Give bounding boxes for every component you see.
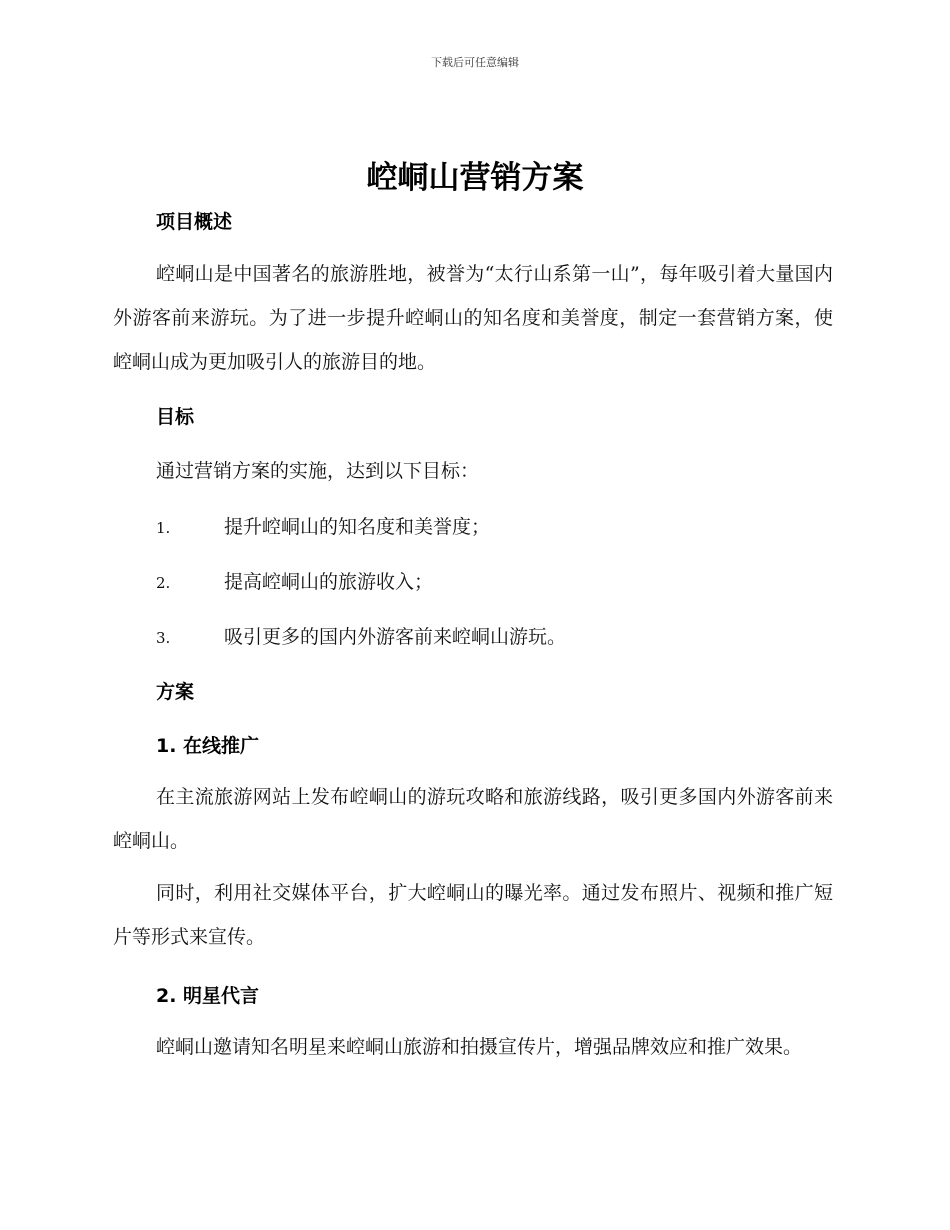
list-item [156, 567, 433, 594]
section-heading-goals: 目标 [156, 406, 195, 428]
list-number: 2. [156, 574, 171, 592]
header-note: 下载后可任意编辑 [431, 56, 519, 69]
goals-intro: 通过营销方案的实施，达到以下目标： [156, 460, 480, 482]
subheading-online-promotion: 1. 在线推广 [156, 735, 260, 757]
list-text: 提升崆峒山的知名度和美誉度； [224, 516, 491, 538]
overview-paragraph: 崆峒山是中国著名的旅游胜地，被誉为“太行山系第一山”，每年吸引着大量国内外游客前来游玩。为了进一步提升崆峒山的知名度和美誉度，制定一套营销方案，使崆峒山成为更加吸引人的旅游目的地。 [113, 263, 833, 373]
list-number: 1. [156, 519, 171, 537]
document-title: 崆峒山营销方案 [366, 160, 584, 196]
subheading-celebrity-endorsement: 2. 明星代言 [156, 985, 260, 1007]
list-text: 提高崆峒山的旅游收入； [224, 571, 434, 593]
celebrity-paragraph: 崆峒山邀请知名明星来崆峒山旅游和拍摄宣传片，增强品牌效应和推广效果。 [156, 1036, 803, 1058]
online-paragraph-1: 在主流旅游网站上发布崆峒山的游玩攻略和旅游线路，吸引更多国内外游客前来崆峒山。 [113, 786, 833, 852]
list-item [156, 622, 566, 649]
online-paragraph-2: 同时，利用社交媒体平台，扩大崆峒山的曝光率。通过发布照片、视频和推广短片等形式来宣传。 [113, 882, 833, 948]
section-heading-overview: 项目概述 [156, 211, 233, 233]
list-text: 吸引更多的国内外游客前来崆峒山游玩。 [224, 626, 567, 648]
list-item [156, 512, 490, 539]
section-heading-plan: 方案 [156, 681, 195, 703]
list-number: 3. [156, 629, 171, 647]
